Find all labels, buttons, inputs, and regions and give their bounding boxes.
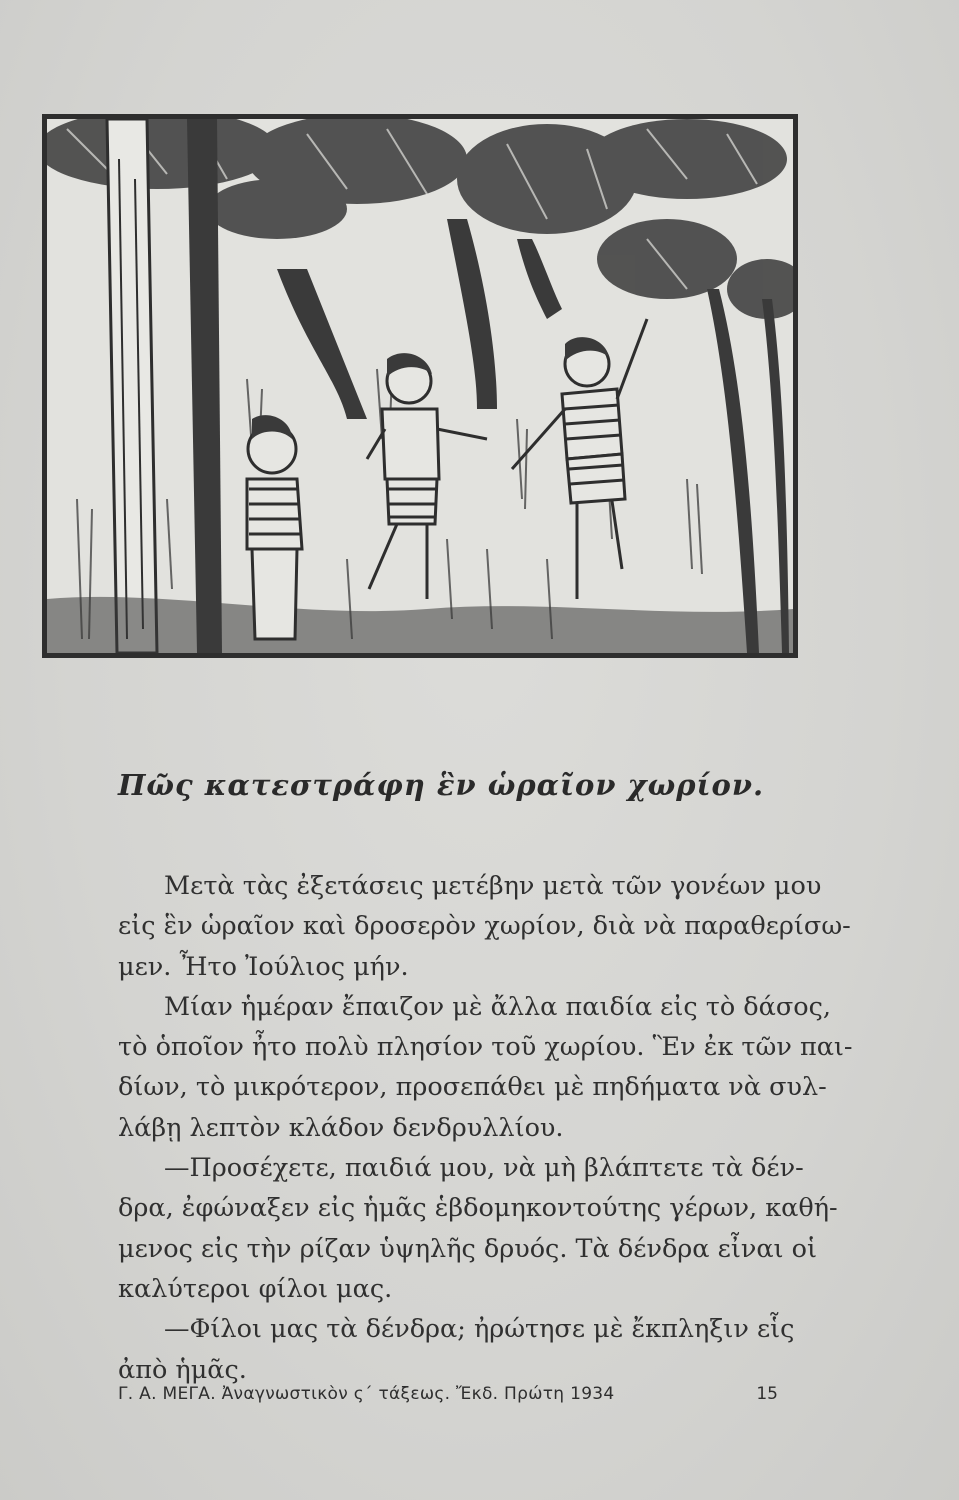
- text-line: —Φίλοι μας τὰ δένδρα; ἠρώτησε μὲ ἔκπληξιν εἷς: [164, 1314, 795, 1345]
- text-line: δίων, τὸ μικρότερον, προσεπάθει μὲ πηδήματα νὰ συλ-: [118, 1072, 827, 1103]
- page-number: 15: [756, 1384, 778, 1404]
- text-line: καλύτεροι φίλοι μας.: [118, 1273, 393, 1304]
- text-line: ἀπὸ ἡμᾶς.: [118, 1354, 247, 1385]
- text-line: Μετὰ τὰς ἐξετάσεις μετέβην μετὰ τῶν γονέων μου: [164, 871, 822, 901]
- body-text: [118, 866, 853, 1390]
- imprint-line: Γ. Α. ΜΕΓΑ. Ἀναγνωστικὸν ς´ τάξεως. Ἔκδ. Πρώτη 1934: [118, 1384, 615, 1404]
- text-line: μεν. Ἦτο Ἰούλιος μήν.: [118, 951, 409, 982]
- page-footer: [118, 1384, 794, 1414]
- text-line: μενος εἰς τὴν ρίζαν ὑψηλῆς δρυός. Τὰ δένδρα εἶναι οἱ: [118, 1233, 817, 1264]
- text-line: —Προσέχετε, παιδιά μου, νὰ μὴ βλάπτετε τὰ δέν-: [164, 1153, 804, 1184]
- text-line: λάβῃ λεπτὸν κλάδον δενδρυλλίου.: [118, 1112, 564, 1143]
- text-line: δρα, ἐφώναξεν εἰς ἡμᾶς ἑβδομηκοντούτης γέρων, καθή-: [118, 1193, 838, 1224]
- text-line: εἰς ἓν ὡραῖον καὶ δροσερὸν χωρίον, διὰ νὰ παραθερίσω-: [118, 911, 851, 942]
- woodcut-illustration: [42, 114, 798, 658]
- chapter-title: Πῶς κατεστράφη ἓν ὡραῖον χωρίον.: [118, 768, 765, 802]
- text-line: τὸ ὁποῖον ἦτο πολὺ πλησίον τοῦ χωρίου. Ἓν ἐκ τῶν παι-: [118, 1032, 853, 1063]
- text-line: Μίαν ἡμέραν ἔπαιζον μὲ ἄλλα παιδία εἰς τὸ δάσος,: [164, 991, 832, 1022]
- forest-children-illustration: [47, 119, 793, 653]
